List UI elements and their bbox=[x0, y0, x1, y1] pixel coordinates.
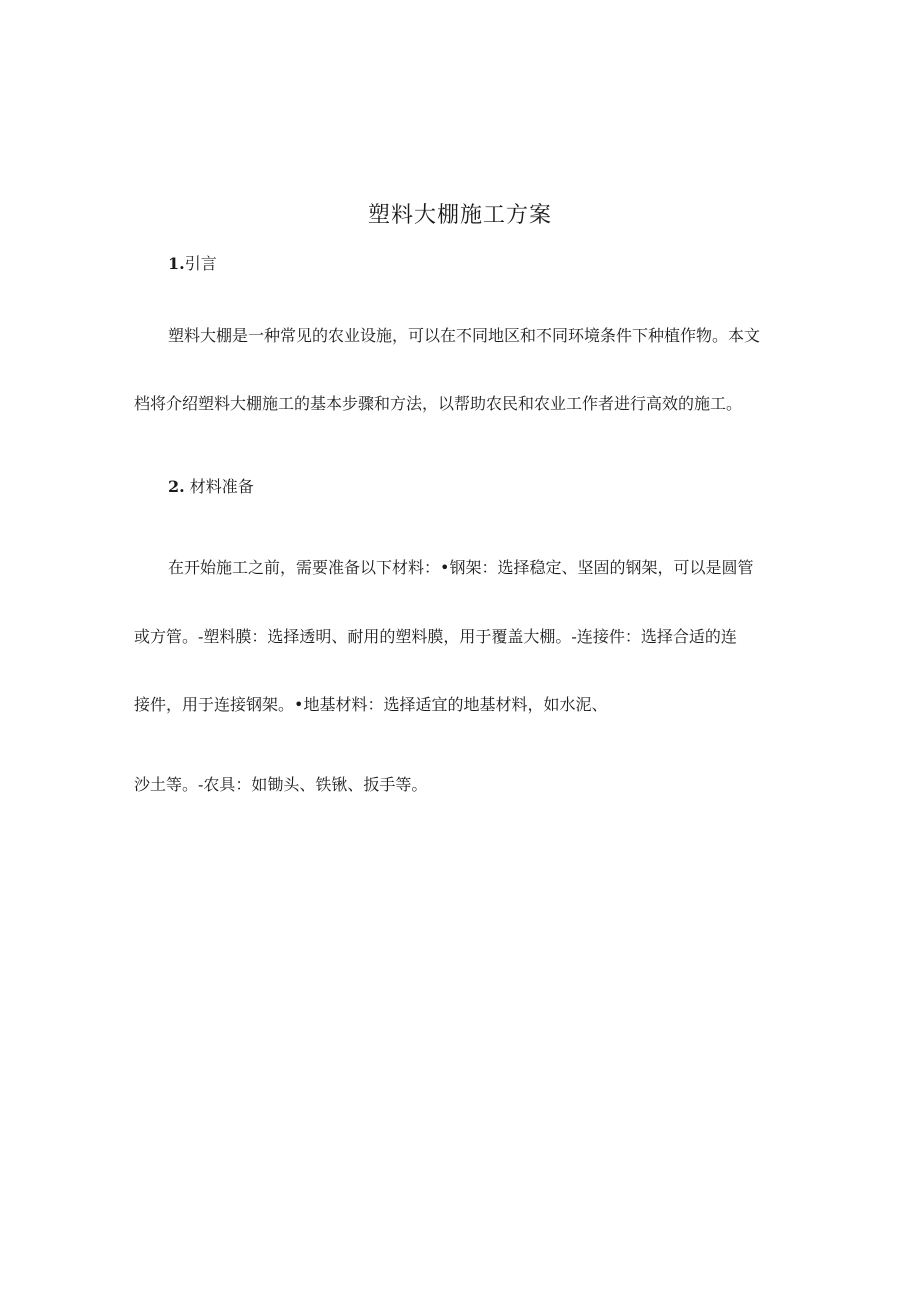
paragraph-line: 塑料大棚是一种常见的农业设施，可以在不同地区和不同环境条件下种植作物。本文 bbox=[168, 326, 761, 345]
section-number: 1. bbox=[168, 254, 185, 273]
section-heading-materials bbox=[168, 475, 254, 499]
paragraph-line: 在开始施工之前，需要准备以下材料：•钢架：选择稳定、坚固的钢架，可以是圆管 bbox=[168, 558, 754, 577]
document-title: 塑料大棚施工方案 bbox=[367, 203, 552, 228]
section-heading-text: 材料准备 bbox=[184, 477, 254, 496]
paragraph-line: 或方管。-塑料膜：选择透明、耐用的塑料膜，用于覆盖大棚。-连接件：选择合适的连 bbox=[134, 627, 737, 646]
paragraph-line: 档将介绍塑料大棚施工的基本步骤和方法，以帮助农民和农业工作者进行高效的施工。 bbox=[134, 394, 743, 413]
section-number: 2. bbox=[168, 477, 185, 496]
paragraph-line: 接件，用于连接钢架。•地基材料：选择适宜的地基材料，如水泥、 bbox=[134, 695, 608, 714]
section-heading-intro bbox=[168, 252, 217, 276]
section-heading-text: 引言 bbox=[184, 254, 217, 273]
paragraph-line: 沙土等。-农具：如锄头、铁锹、扳手等。 bbox=[134, 775, 428, 794]
